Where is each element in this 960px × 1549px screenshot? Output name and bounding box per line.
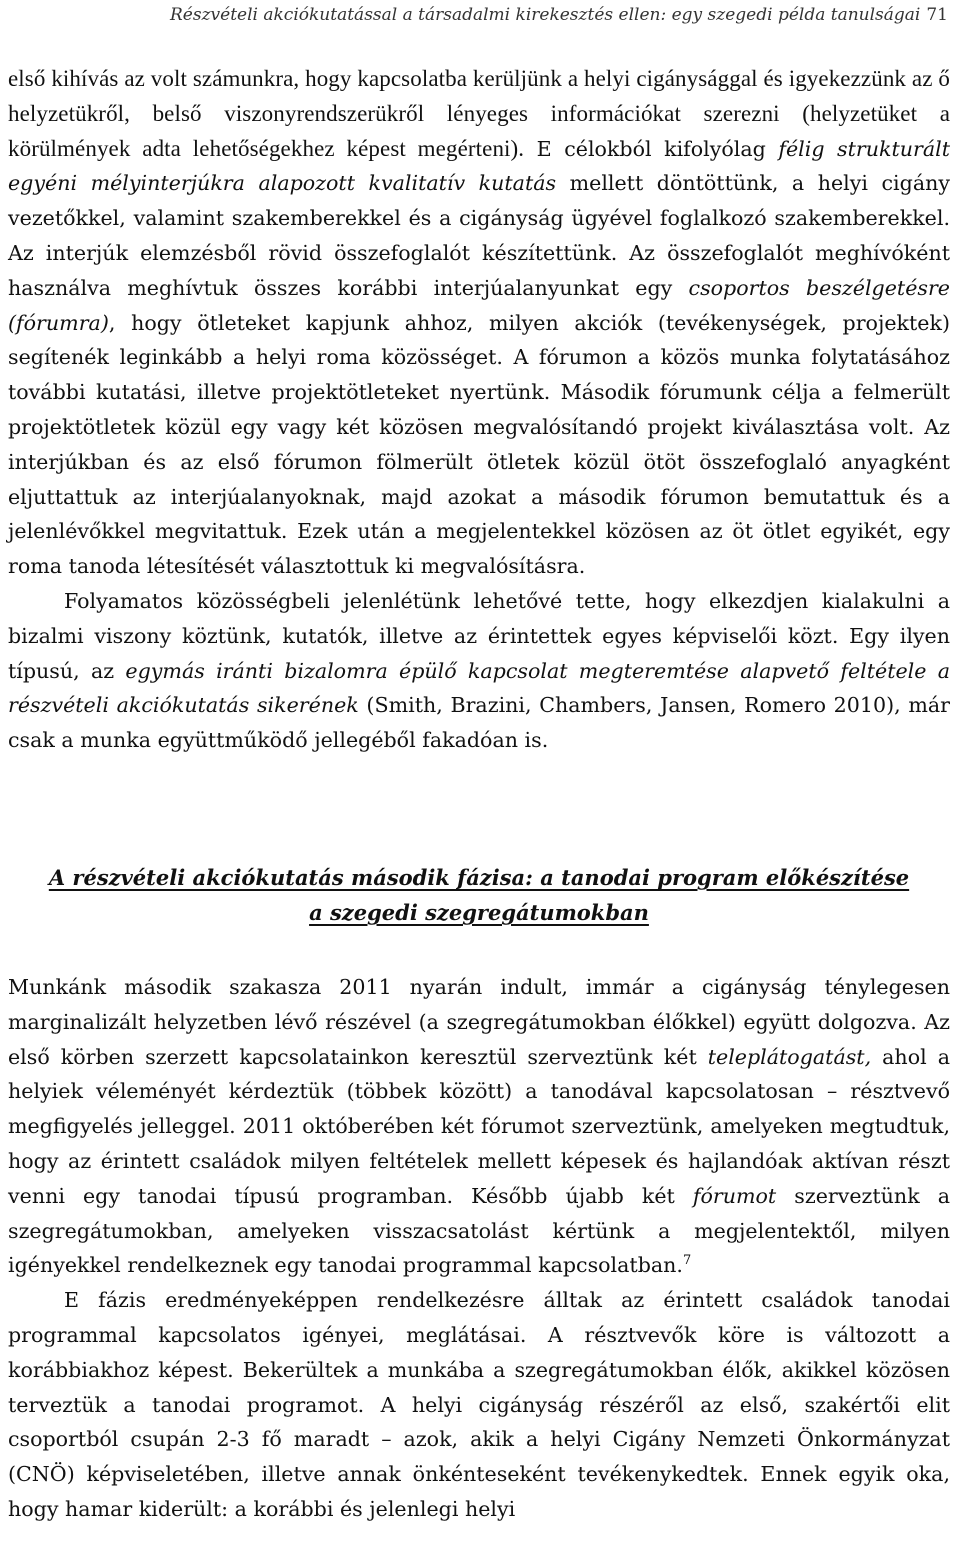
paragraph [8, 62, 950, 584]
text-run: , hogy ötleteket kapjunk ahhoz, milyen akciók (tevékenységek, projektek) segítenék leginkább a helyi roma közösséget. A fórumon a közös munka folytatásához további kutatási, illetve projektötleteket nyertünk. Második fórumunk célja a felmerült projektötletek közül egy vagy két közösen megvalósítandó projekt kiválasztása volt. Az interjúkban és az első fórumon fölmerült ötletek közül ötöt összefoglaló anyagként eljuttattuk az interjúalanyoknak, majd azokat a második fórumon bemutattuk és a jelenlévőkkel megvitattuk. Ezek után a megjelentekkel közösen az öt ötlet egyikét, egy roma tanoda létesítését választottuk ki megvalósításra. [8, 310, 950, 579]
paragraph-opening: első kihívás az volt számunkra, hogy kapcsolatba kerüljünk a helyi cigánysággal és igyekezzünk az ő helyzetükről, belső viszonyrendszerükről lényeges információkat szerezni (helyzetüket a körülmények adta lehetőségekhez képest megérteni). [8, 66, 950, 161]
text-run: (Smith, Brazini, Chambers, Jansen, Romero 2010), már csak a munka együttműködő jellegéből fakadóan is. [8, 693, 950, 753]
text-run: Folyamatos közösségbeli jelenlétünk lehetővé tette, hogy elkezdjen kialakulni a bizalmi viszony köztünk, kutatók, illetve az érintettek egyes képviselői közt. Egy ilyen típusú, az [8, 588, 950, 683]
paragraph [8, 584, 950, 758]
text-run: E fázis eredményeképpen rendelkezésre álltak az érintett családok tanodai programmal kapcsolatos igényei, meglátásai. A résztvevők köre is változott a korábbiakhoz képest. Bekerültek a munkába a szegregátumokban élők, akikkel közösen terveztük a tanodai programot. A helyi cigányság részéről az első, szakértői elit csoportból csupán 2-3 fő maradt – azok, akik a helyi Cigány Nemzeti Önkormányzat (CNÖ) képviseletében, illetve annak önkénteseként tevékenykedtek. Ennek egyik oka, hogy hamar kiderült: a korábbi és jelenlegi helyi [8, 1288, 950, 1521]
text-run: E célokból kifolyólag [524, 136, 779, 161]
emphasis: teleplátogatást, [707, 1044, 872, 1069]
text-run: Munkánk második szakasza 2011 nyarán indult, immár a cigányság ténylegesen marginalizált helyzetben lévő részével (a szegregátumokban élőkkel) együtt dolgozva. Az első körben szerzett kapcsolatainkon keresztül szerveztünk két [8, 975, 950, 1069]
section-heading [8, 860, 950, 930]
body-text-section-1 [8, 62, 950, 758]
footnote-reference[interactable]: 7 [682, 1253, 692, 1269]
section-heading-line: a szegedi szegregátumokban [309, 900, 649, 925]
text-run: szerveztünk a szegregátumokban, amelyeken visszacsatolást kértünk a megjelentektől, milyen igényekkel rendelkeznek egy tanodai programmal kapcsolatban. [8, 1183, 951, 1278]
section-heading-line: A részvételi akciókutatás második fázisa: a tanodai program előkészítése [48, 865, 910, 890]
emphasis: egymás iránti bizalomra épülő kapcsolat megteremtése alapvető feltétele a részvételi akciókutatás sikerének [8, 658, 951, 718]
emphasis: csoportos beszélgetésre (fórumra) [8, 275, 950, 335]
emphasis: félig strukturált egyéni mélyinterjúkra alapozott kvalitatív kutatás [8, 136, 950, 196]
text-run: mellett döntöttünk, a helyi cigány vezetőkkel, valamint szakemberekkel és a cigányság ügyével foglalkozó szakemberekkel. Az interjúk elemzésből rövid összefoglalót készítettünk. Az összefoglalót meghívóként használva meghívtuk összes korábbi interjúalanyunkat egy [8, 171, 951, 300]
running-header [170, 2, 950, 28]
running-title: Részvételi akciókutatással a társadalmi kirekesztés ellen: egy szegedi példa tanulságai [170, 5, 921, 25]
paragraph [8, 1283, 950, 1527]
text-run: ahol a helyiek véleményét kérdeztük (többek között) a tanodával kapcsolatosan – résztvevő megfigyelés jelleggel. 2011 októberében két fórumot szerveztünk, amelyeken megtudtuk, hogy az érintett családok milyen feltételek mellett képesek és hajlandóak aktívan részt venni egy tanodai típusú programban. Később újabb két [8, 1044, 950, 1208]
emphasis: fórumot [692, 1183, 777, 1208]
page-number: 71 [926, 5, 948, 25]
body-text-section-2 [8, 970, 950, 1527]
paragraph [8, 970, 950, 1283]
